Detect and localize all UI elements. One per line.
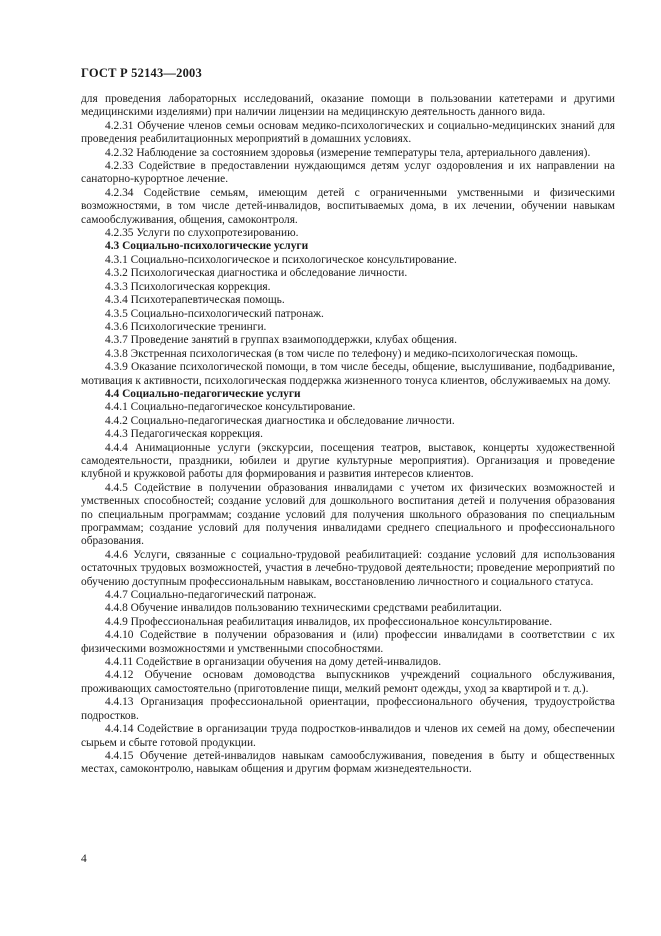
section-heading: 4.3 Социально-психологические услуги xyxy=(105,240,309,253)
paragraph: для проведения лабораторных исследований, оказание помощи в пользовании катетерами и другими медицинскими изделиями) при наличии лицензии на медицинскую деятельность данного вида. xyxy=(81,93,615,119)
paragraph: 4.3.6 Психологические тренинги. xyxy=(105,320,267,333)
paragraph: 4.4.13 Организация профессиональной ориентации, профессионального обучения, трудоустройства подростков. xyxy=(81,696,615,722)
paragraph: 4.3.2 Психологическая диагностика и обследование личности. xyxy=(105,267,408,280)
document-body xyxy=(81,93,615,777)
paragraph: 4.3.8 Экстренная психологическая (в том числе по телефону) и медико-психологическая помощь. xyxy=(105,347,578,360)
paragraph: 4.3.4 Психотерапевтическая помощь. xyxy=(105,294,285,307)
document-header: ГОСТ Р 52143—2003 xyxy=(81,66,202,80)
paragraph: 4.2.35 Услуги по слухопротезированию. xyxy=(105,227,299,240)
paragraph: 4.4.8 Обучение инвалидов пользованию техническими средствами реабилитации. xyxy=(105,602,502,615)
section-heading: 4.4 Социально-педагогические услуги xyxy=(105,387,301,400)
paragraph: 4.3.1 Социально-психологическое и психологическое консультирование. xyxy=(105,253,457,266)
paragraph: 4.4.2 Социально-педагогическая диагностика и обследование личности. xyxy=(105,414,455,427)
paragraph: 4.4.3 Педагогическая коррекция. xyxy=(105,428,263,441)
paragraph: 4.3.3 Психологическая коррекция. xyxy=(105,280,271,293)
paragraph: 4.4.14 Содействие в организации труда подростков-инвалидов и членов их семей на дому, обеспечении сырьем и сбыте готовой продукции. xyxy=(81,723,615,749)
paragraph: 4.4.9 Профессиональная реабилитация инвалидов, их профессиональное консультирование. xyxy=(105,615,553,628)
page-number: 4 xyxy=(81,853,87,865)
paragraph: 4.2.34 Содействие семьям, имеющим детей с ограниченными умственными и физическими возможностями, в том числе детей-инвалидов, воспитываемых дома, в их лечении, обучении навыкам самообслуживания, общения, самоконтроля. xyxy=(81,186,615,226)
paragraph: 4.3.5 Социально-психологический патронаж. xyxy=(105,307,324,320)
paragraph: 4.2.33 Содействие в предоставлении нуждающимся детям услуг оздоровления и их направлении на санаторно-курортное лечение. xyxy=(81,160,615,186)
paragraph: 4.4.15 Обучение детей-инвалидов навыкам самообслуживания, поведения в быту и общественных местах, самоконтролю, навыкам общения и другим формам жизнедеятельности. xyxy=(81,749,615,776)
paragraph: 4.4.11 Содействие в организации обучения на дому детей-инвалидов. xyxy=(105,656,442,669)
paragraph: 4.4.7 Социально-педагогический патронаж. xyxy=(105,589,317,602)
paragraph: 4.2.32 Наблюдение за состоянием здоровья (измерение температуры тела, артериального давления). xyxy=(105,146,591,159)
paragraph: 4.4.12 Обучение основам домоводства выпускников учреждений социального обслуживания, проживающих самостоятельно (приготовление пищи, мелкий ремонт одежды, уход за квартирой и т. д.). xyxy=(81,669,615,695)
paragraph: 4.4.6 Услуги, связанные с социально-трудовой реабилитацией: создание условий для использования остаточных трудовых возможностей, участия в лечебно-трудовой деятельности; проведение мероприятий по обучению доступным профессиональным навыкам, восстановлению личностного и социального статуса. xyxy=(81,548,615,588)
paragraph: 4.3.9 Оказание психологической помощи, в том числе беседы, общение, выслушивание, подбадривание, мотивация к активности, психологическая поддержка жизненного тонуса клиентов, обслуживаемых на дому. xyxy=(81,361,615,387)
paragraph: 4.4.5 Содействие в получении образования инвалидами с учетом их физических возможностей и умственных способностей; создание условий для дошкольного воспитания детей и получения образования по специальным программам; создание условий для получения школьного образования по специальным программам; создание условий для получения инвалидами среднего специального и профессионального образования. xyxy=(81,481,615,548)
paragraph: 4.4.1 Социально-педагогическое консультирование. xyxy=(105,401,356,414)
paragraph: 4.3.7 Проведение занятий в группах взаимоподдержки, клубах общения. xyxy=(105,334,457,347)
paragraph: 4.4.4 Анимационные услуги (экскурсии, посещения театров, выставок, концерты художественной самодеятельности, праздники, юбилеи и другие культурные мероприятия). Организация и проведение клубной и кружковой работы для формирования и развития интересов клиентов. xyxy=(81,441,615,481)
paragraph: 4.4.10 Содействие в получении образования и (или) профессии инвалидами в соответствии с их физическими возможностями и умственными способностями. xyxy=(81,629,615,655)
paragraph: 4.2.31 Обучение членов семьи основам медико-психологических и социально-медицинских знаний для проведения реабилитационных мероприятий в домашних условиях. xyxy=(81,119,615,146)
